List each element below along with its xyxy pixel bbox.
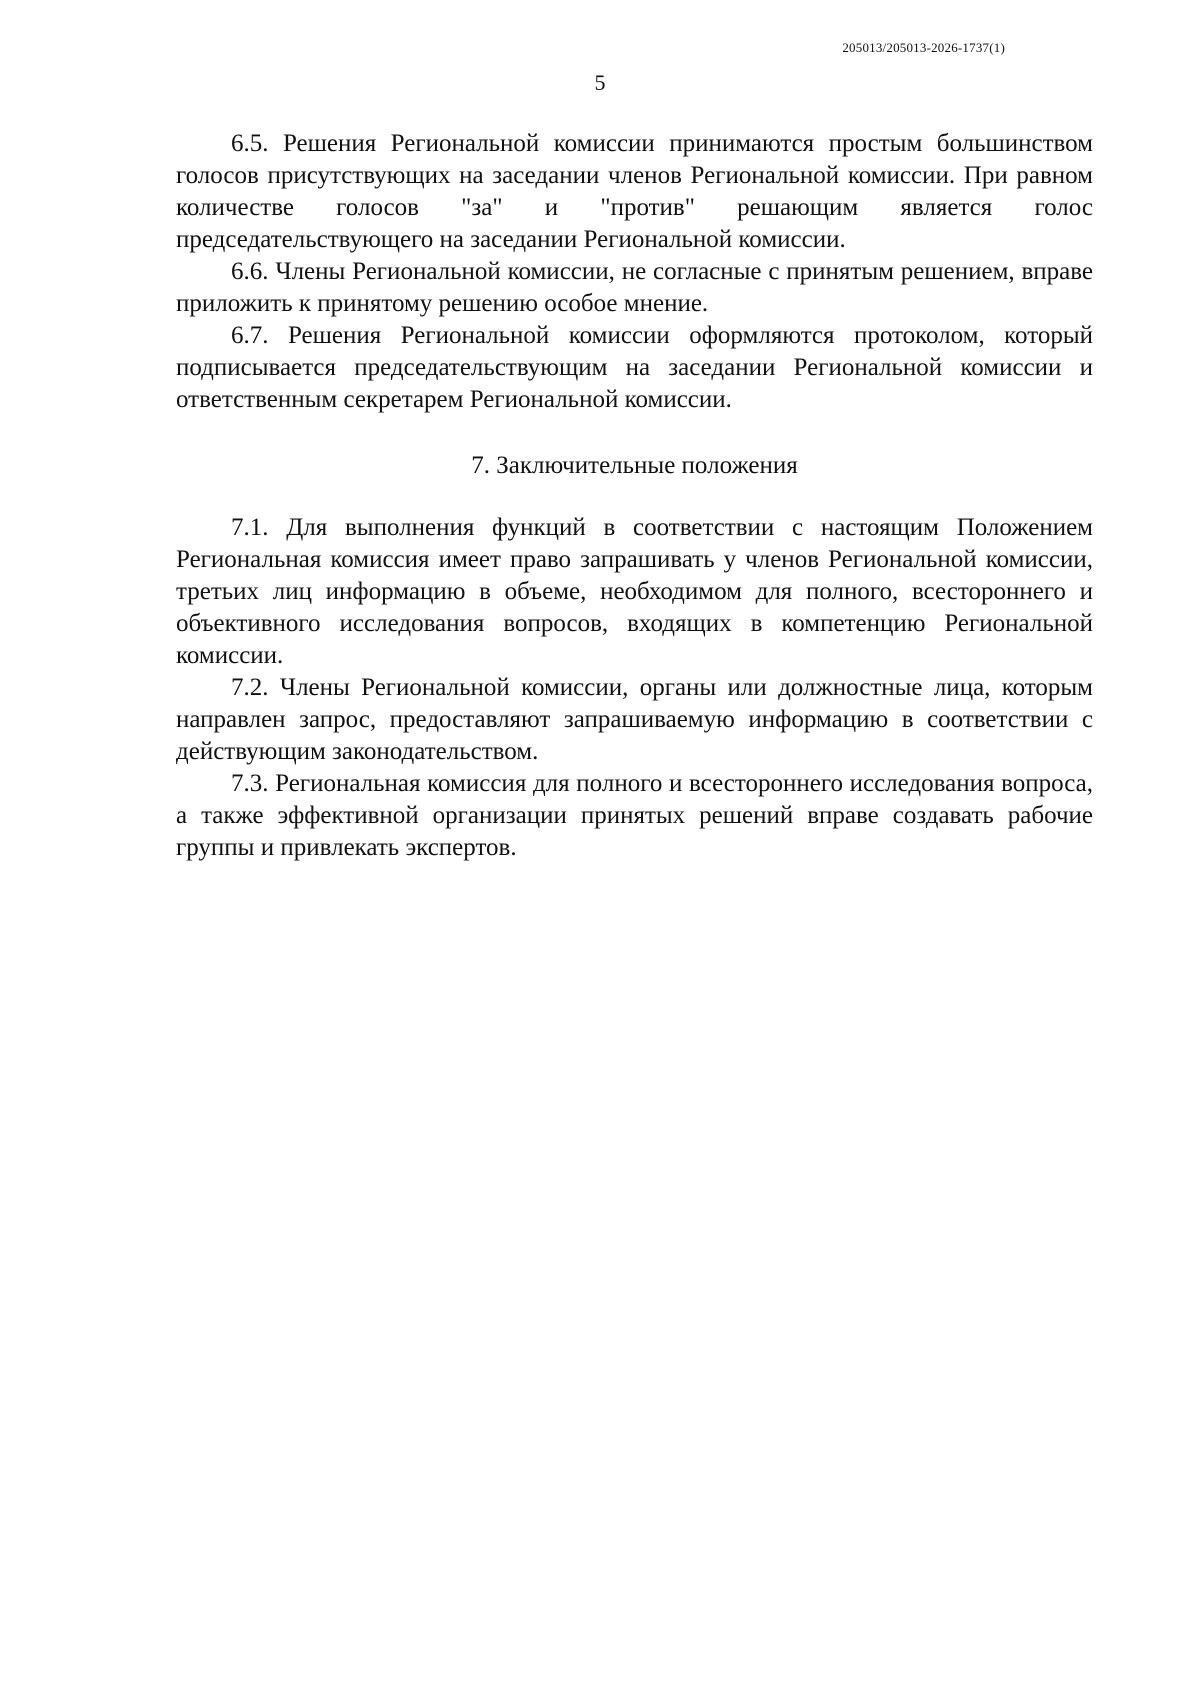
paragraph-6-6: 6.6. Члены Региональной комиссии, не согласные с принятым решением, вправе приложить к принятому решению особое мнение. bbox=[176, 258, 1093, 317]
page-number: 5 bbox=[594, 70, 606, 95]
paragraph-6-7: 6.7. Решения Региональной комиссии оформляются протоколом, который подписывается председательствующим на заседании Региональной комиссии и ответственным секретарем Региональной комиссии. bbox=[176, 322, 1093, 413]
document-id: 205013/205013-2026-1737(1) bbox=[842, 40, 1005, 55]
section-7-heading: 7. Заключительные положения bbox=[471, 452, 798, 479]
paragraph-7-2: 7.2. Члены Региональной комиссии, органы или должностные лица, которым направлен запрос, предоставляют запрашиваемую информацию в соответствии с действующим законодательством. bbox=[176, 674, 1093, 765]
paragraph-7-3: 7.3. Региональная комиссия для полного и всестороннего исследования вопроса, а также эффективной организации принятых решений вправе создавать рабочие группы и привлекать экспертов. bbox=[176, 770, 1093, 861]
paragraph-6-5: 6.5. Решения Региональной комиссии принимаются простым большинством голосов присутствующих на заседании членов Региональной комиссии. При равном количестве голосов "за" и "против" решающим является голос председательствующего на заседании Региональной комиссии. bbox=[176, 130, 1093, 253]
paragraph-7-1: 7.1. Для выполнения функций в соответствии с настоящим Положением Региональная комиссия имеет право запрашивать у членов Региональной комиссии, третьих лиц информацию в объеме, необходимом для полного, всестороннего и объективного исследования вопросов, входящих в компетенцию Региональной комиссии. bbox=[176, 514, 1093, 669]
document-body bbox=[176, 128, 1093, 864]
